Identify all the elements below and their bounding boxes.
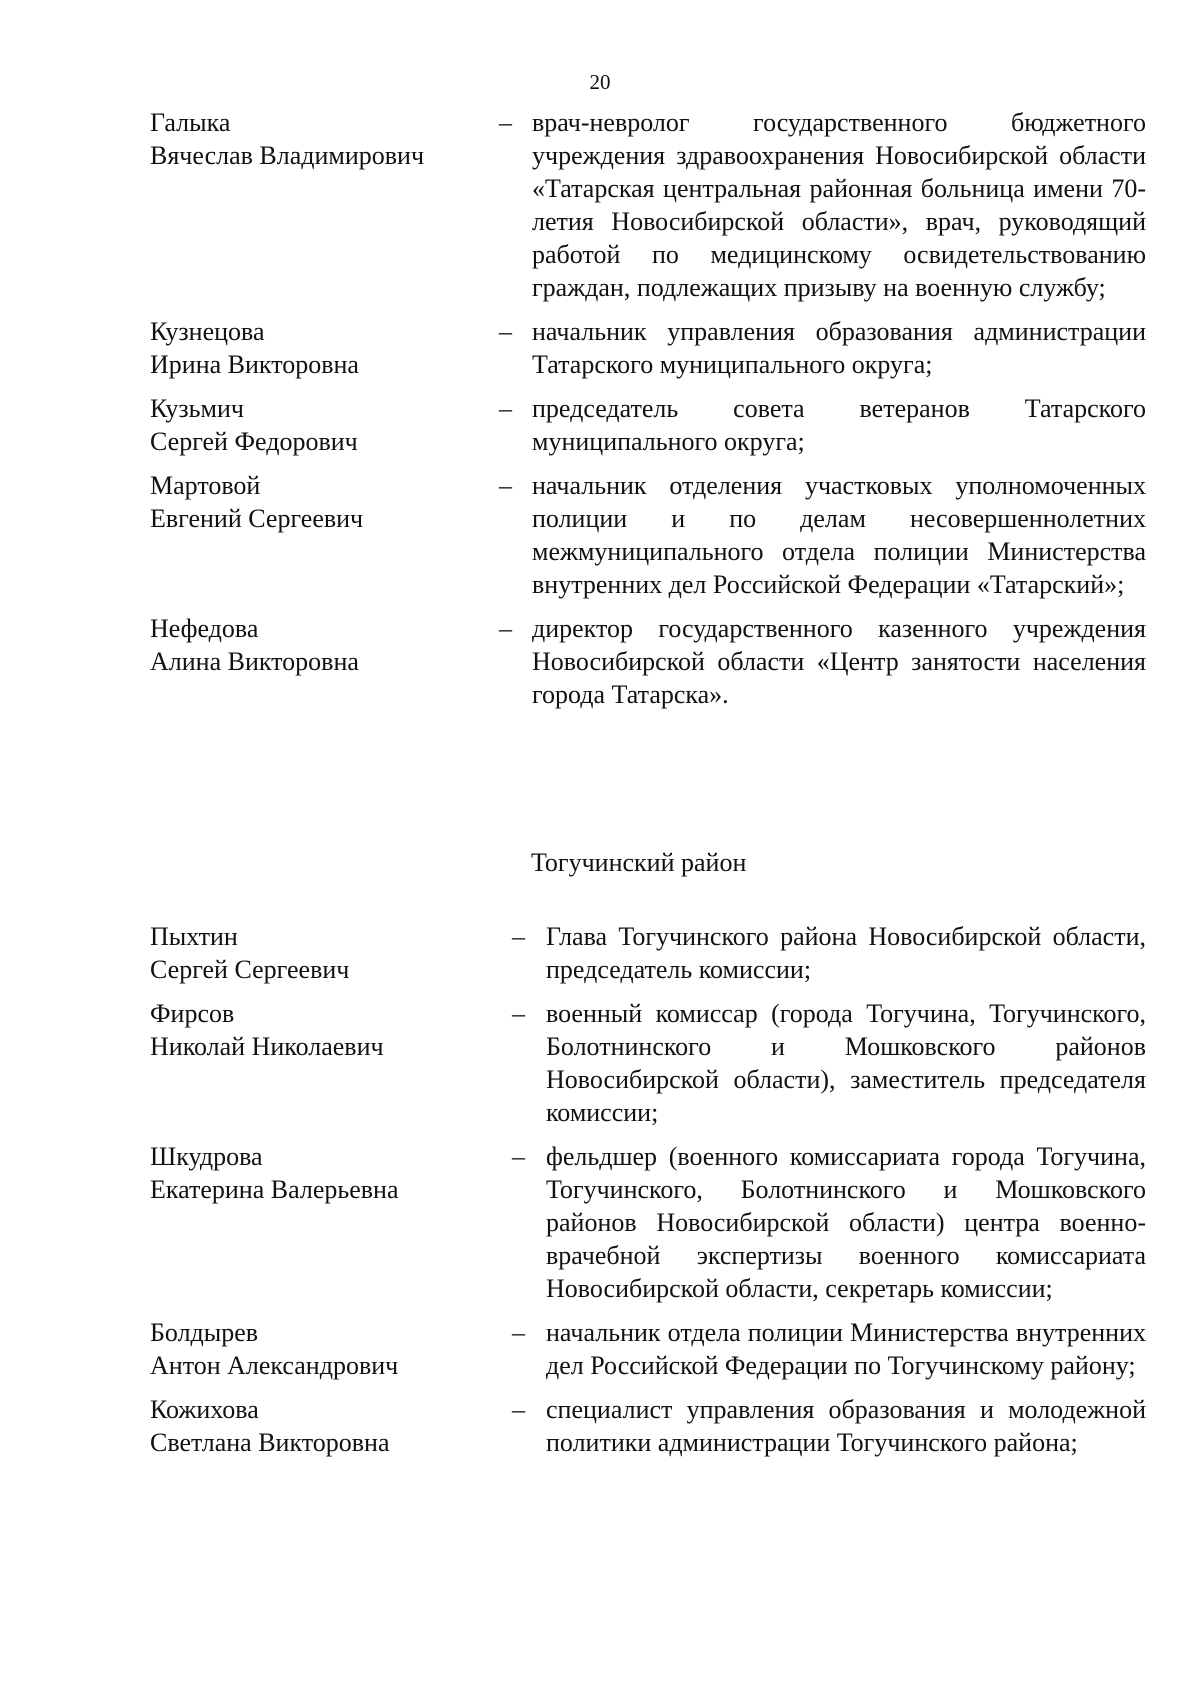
member-given-names: Вячеслав Владимирович xyxy=(150,141,425,170)
member-name xyxy=(150,315,470,381)
dash-separator: – xyxy=(499,394,512,423)
member-name xyxy=(150,1393,470,1459)
member-given-names: Сергей Федорович xyxy=(150,427,358,456)
member-role: начальник управления образования администрации Татарского муниципального округа; xyxy=(532,317,1146,379)
member-given-names: Екатерина Валерьевна xyxy=(150,1175,399,1204)
member-name xyxy=(150,106,470,172)
member-surname: Кожихова xyxy=(150,1395,259,1424)
member-surname: Шкудрова xyxy=(150,1142,263,1171)
member-entry xyxy=(0,1316,1200,1382)
member-name xyxy=(150,469,470,535)
dash-separator: – xyxy=(512,1142,525,1171)
member-name xyxy=(150,997,470,1063)
member-list-tatarsky xyxy=(0,106,1200,722)
member-surname: Нефедова xyxy=(150,614,259,643)
member-given-names: Антон Александрович xyxy=(150,1351,399,1380)
member-entry xyxy=(0,315,1200,381)
member-role: врач-невролог государственного бюджетного учреждения здравоохранения Новосибирской области «Татарская центральная районная больница имени 70-летия Новосибирской области», врач, руководящий работой по медицинскому освидетельствованию граждан, подлежащих призыву на военную службу; xyxy=(532,108,1146,302)
dash-separator: – xyxy=(499,317,512,346)
dash-separator: – xyxy=(499,108,512,137)
dash-separator: – xyxy=(512,922,525,951)
dash-separator: – xyxy=(512,999,525,1028)
member-surname: Галыка xyxy=(150,108,231,137)
member-entry xyxy=(0,920,1200,986)
member-name xyxy=(150,1140,470,1206)
member-given-names: Ирина Викторовна xyxy=(150,350,359,379)
member-entry xyxy=(0,392,1200,458)
member-entry xyxy=(0,612,1200,711)
member-role: военный комиссар (города Тогучина, Тогучинского, Болотнинского и Мошковского районов Новосибирской области), заместитель председателя комиссии; xyxy=(546,999,1146,1127)
member-role: начальник отделения участковых уполномоченных полиции и по делам несовершеннолетних межмуниципального отдела полиции Министерства внутренних дел Российской Федерации «Татарский»; xyxy=(532,471,1146,599)
member-surname: Кузьмич xyxy=(150,394,244,423)
member-surname: Мартовой xyxy=(150,471,261,500)
member-name xyxy=(150,612,470,678)
member-given-names: Светлана Викторовна xyxy=(150,1428,390,1457)
member-surname: Фирсов xyxy=(150,999,235,1028)
member-role: председатель совета ветеранов Татарского муниципального округа; xyxy=(532,394,1146,456)
member-role: фельдшер (военного комиссариата города Тогучина, Тогучинского, Болотнинского и Мошковского районов Новосибирской области) центра военно-врачебной экспертизы военного комиссариата Новосибирской области, секретарь комиссии; xyxy=(546,1142,1146,1303)
member-surname: Болдырев xyxy=(150,1318,259,1347)
dash-separator: – xyxy=(512,1395,525,1424)
dash-separator: – xyxy=(512,1318,525,1347)
member-entry xyxy=(0,106,1200,304)
page-number: 20 xyxy=(589,70,611,94)
member-entry xyxy=(0,1393,1200,1459)
member-given-names: Николай Николаевич xyxy=(150,1032,384,1061)
member-role: специалист управления образования и молодежной политики администрации Тогучинского района; xyxy=(546,1395,1146,1457)
dash-separator: – xyxy=(499,614,512,643)
member-name xyxy=(150,392,470,458)
member-entry xyxy=(0,997,1200,1129)
member-role: Глава Тогучинского района Новосибирской области, председатель комиссии; xyxy=(546,922,1146,984)
member-role: начальник отдела полиции Министерства внутренних дел Российской Федерации по Тогучинскому району; xyxy=(546,1318,1146,1380)
member-given-names: Сергей Сергеевич xyxy=(150,955,350,984)
district-heading: Тогучинский район xyxy=(531,848,747,877)
member-name xyxy=(150,920,470,986)
member-surname: Пыхтин xyxy=(150,922,238,951)
member-entry xyxy=(0,469,1200,601)
member-surname: Кузнецова xyxy=(150,317,265,346)
member-name xyxy=(150,1316,470,1382)
member-role: директор государственного казенного учреждения Новосибирской области «Центр занятости населения города Татарска». xyxy=(532,614,1146,709)
member-given-names: Алина Викторовна xyxy=(150,647,359,676)
member-given-names: Евгений Сергеевич xyxy=(150,504,364,533)
member-list-toguchinsky xyxy=(0,920,1200,1470)
dash-separator: – xyxy=(499,471,512,500)
member-entry xyxy=(0,1140,1200,1305)
